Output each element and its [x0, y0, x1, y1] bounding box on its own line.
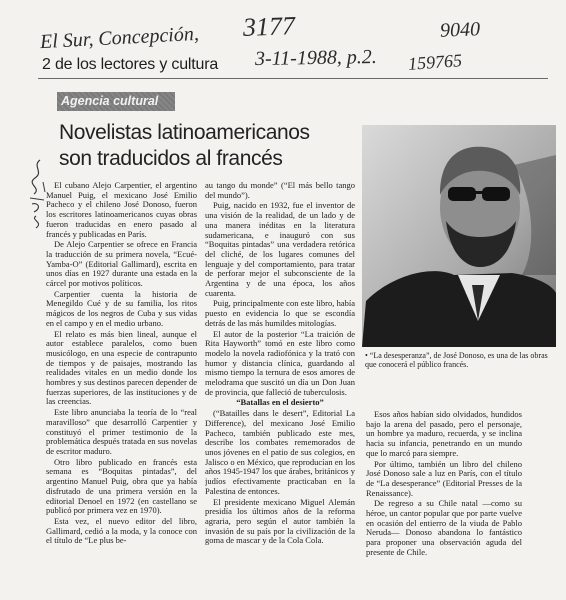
- body-paragraph: De regreso a su Chile natal —como su héroe, un cantor popular que por parte vuelve en ocasión del entierro de la viuda de Pablo Neruda— Donoso abandona lo fantástico para proponer una observación aguda del presente de Chile.: [366, 498, 522, 557]
- article-subheading: “Batallas en el desierto”: [236, 397, 324, 408]
- portrait-photo: [362, 125, 556, 347]
- margin-scribble-icon: [26, 158, 48, 232]
- article-column-3: [366, 410, 522, 590]
- body-paragraph: Por último, también un libro del chileno José Donoso sale a luz en París, con el título de “La desesperance” (Editorial Presses de la Renaissance).: [366, 458, 522, 498]
- body-paragraph: Puig, principalmente con este libro, había puesto en evidencia lo que se escondía detrás de las más humildes mitologías.: [205, 298, 355, 328]
- header-rule: [38, 78, 548, 79]
- body-paragraph: Este libro anunciaba la teoría de lo “real maravilloso” que desarrolló Carpentier y constituyó el primer testimonio de la problemática después tratada en sus novelas de escritor maduro.: [46, 407, 197, 456]
- article-column-2: [205, 181, 355, 595]
- headline-line-2: son traducidos al francés: [59, 147, 283, 170]
- handwritten-date-page: 3-11-1988, p.2.: [254, 45, 378, 71]
- body-paragraph: Carpentier cuenta la historia de Menegildo Cué y de su familia, los ritos mágicos de los negros de Cuba y sus vidas en el campo y en el medio urbano.: [46, 288, 197, 328]
- page-section-label: 2 de los lectores y cultura: [42, 56, 219, 73]
- body-paragraph: De Alejo Carpentier se ofrece en Francia la traducción de su primera novela, “Ecué-Yamba-O” (Editorial Gallimard), escrita en unos días en 1927 durante una estada en la cárcel por motivos políticos.: [46, 239, 197, 289]
- body-paragraph: El autor de la posterior “La traición de Rita Hayworth” tomó en este libro como modelo la novela radiofónica y la trató con humor y distancia clínica, guardando al mismo tiempo la ternura de esos amores de melodrama que suscitó un día un Don Juan de provincia, que falleció de tuberculosis.: [205, 328, 355, 397]
- body-paragraph: El cubano Alejo Carpentier, el argentino Manuel Puig, el mexicano José Emilio Pacheco y el chileno José Donoso, fueron los escritores latinoamericanos cuyas obras fueron traducidas en enero pasado al francés y publicadas en París.: [46, 181, 197, 239]
- body-paragraph: Otro libro publicado en francés esta semana es “Boquitas pintadas”, del argentino Manuel Puig, obra que ya había disfrutado de una primera versión en la editorial Denoel en 1972 (en castellano se publicó por primera vez en 1970).: [46, 456, 197, 516]
- body-paragraph: El relato es más bien lineal, aunque el autor establece paralelos, como buen musicólogo, en una especie de contrapunto de tiempos y de paisajes, mostrando las realidades vitales en un medio donde los hombres y sus destinos parecen depender de fuerzas superiores, de las instituciones y de las creencias.: [46, 328, 197, 407]
- handwritten-code-right: 9040: [439, 18, 481, 42]
- section-banner: Agencia cultural: [57, 92, 175, 111]
- photo-caption: • “La desesperanza”, de José Donoso, es una de las obras que conocerá el público francés.: [365, 351, 548, 370]
- article-column-1: [46, 181, 197, 595]
- body-paragraph: Puig, nacido en 1932, fue el inventor de una visión de la realidad, de un lado y de una manera inéditas en la literatura sudamericana, e inauguró con sus “Boquitas pintadas” una verdadera retórica del cliché, de los lugares comunes del lenguaje y del comportamiento, para tratar de perforar mejor el subconsciente de la Argentina y de una época, los años cuarenta.: [205, 200, 355, 298]
- body-paragraph: au tango du monde” (“El más bello tango del mundo”).: [205, 181, 355, 200]
- handwritten-code-top: 3177: [242, 11, 296, 42]
- body-paragraph: Esta vez, el nuevo editor del libro, Gallimard, cedió a la moda, y la conoce con el título de “Le plus be-: [46, 515, 197, 546]
- body-paragraph: (“Batailles dans le desert”, Editorial La Difference), del mexicano José Emilio Pacheco, también publicado este mes, describe los combates rememorados de unos jóvenes en el patio de sus colegios, en Jalisco o en México, que reproducían en los años 1945-1947 los que árabes, británicos y judíos efectivamente practicaban en la Palestina de entonces.: [205, 408, 355, 496]
- body-paragraph: Esos años habían sido olvidados, hundidos bajo la arena del pasado, pero el personaje, un hombre ya maduro, recuerda, y se inclina hacia su infancia, penetrando en un mundo que lo marcó para siempre.: [366, 410, 522, 458]
- handwritten-source: El Sur, Concepción,: [39, 22, 200, 54]
- body-paragraph: El presidente mexicano Miguel Alemán presidía los últimos años de la reforma agraria, pero según el autor también la invasión de su país por la civilización de la goma de mascar y de la Cola Cola.: [205, 496, 355, 546]
- handwritten-archive-number: 159765: [407, 50, 463, 74]
- headline-line-1: Novelistas latinoamericanos: [59, 121, 310, 144]
